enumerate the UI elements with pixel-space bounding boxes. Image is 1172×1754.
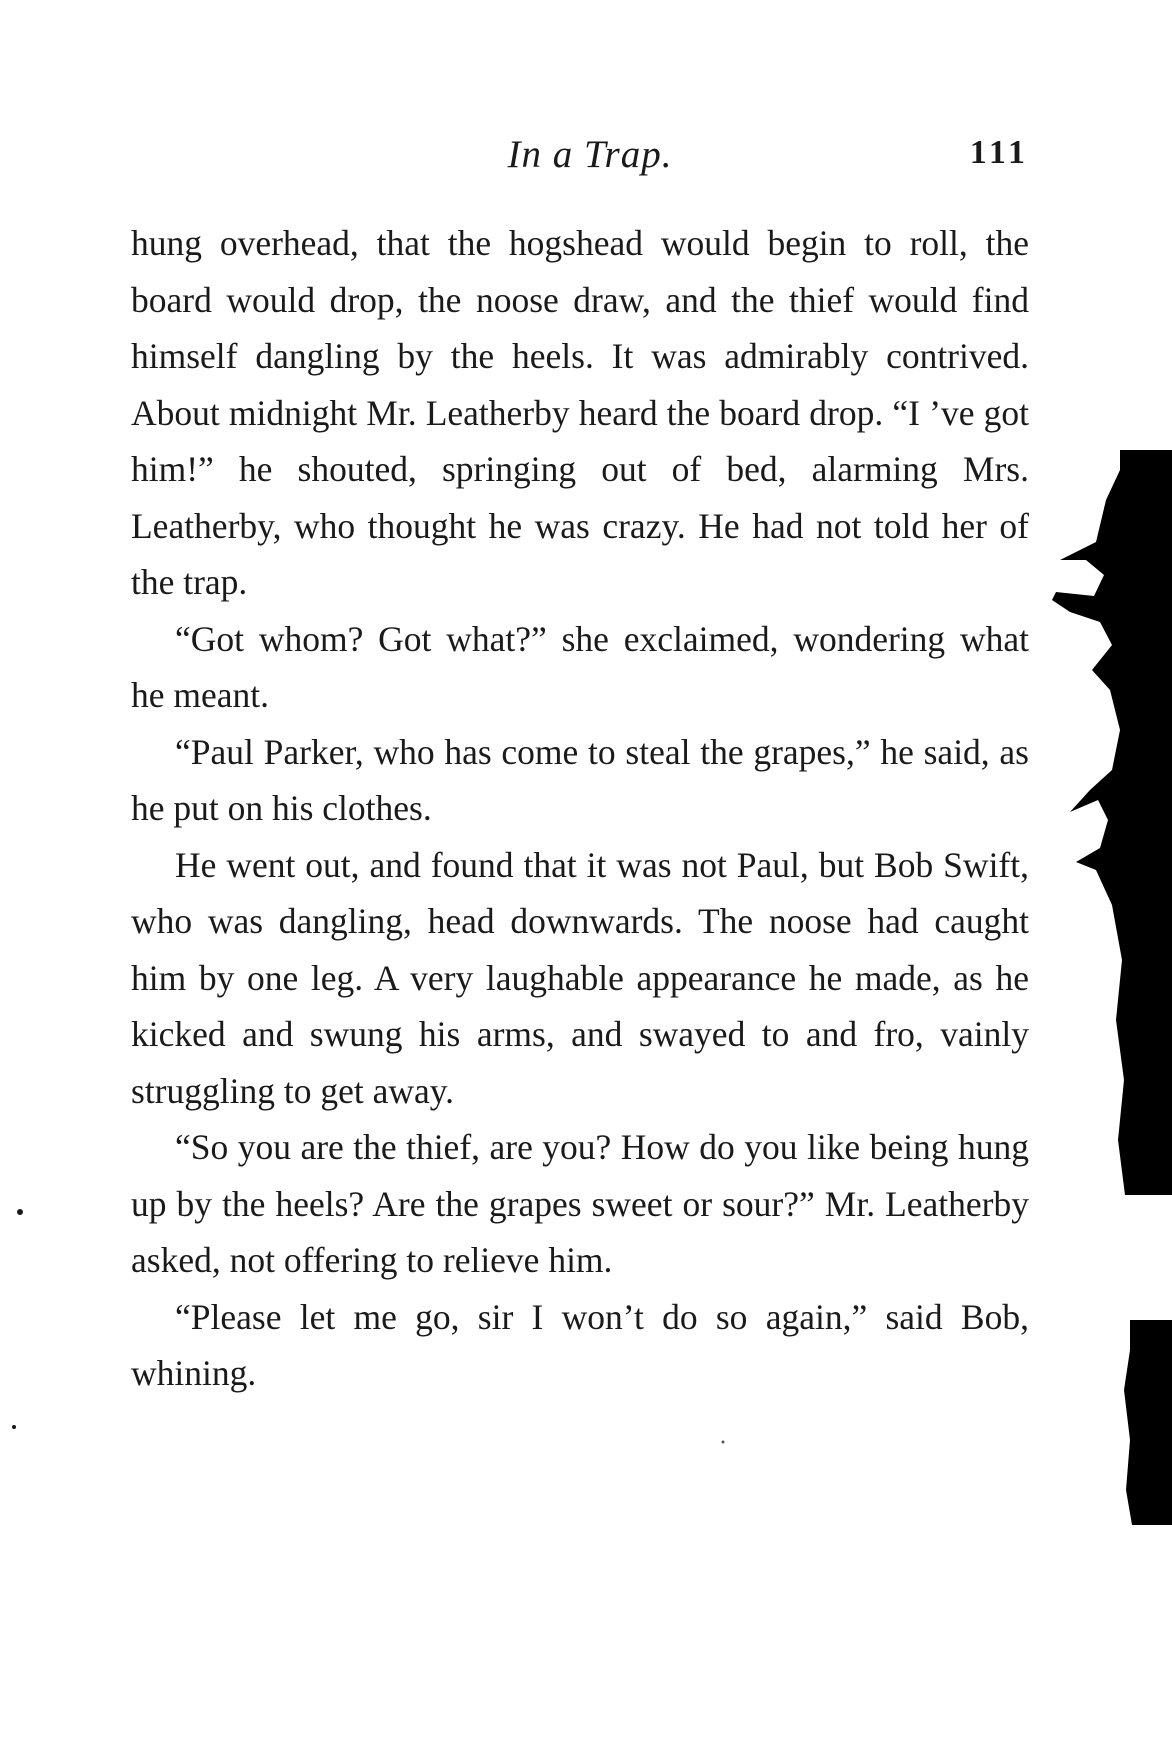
- running-title: In a Trap.: [507, 133, 673, 176]
- speck-mark: [17, 1209, 23, 1215]
- paragraph: hung overhead, that the hogshead would begin to roll, the board would drop, the noose draw, and the thief would find himself dangling by the heels. It was admirably contrived. About midnight Mr. Leatherby heard the board drop. “I ’ve got him!” he shouted, springing out of bed, alarming Mrs. Leatherby, who thought he was crazy. He had not told her of the trap.: [131, 223, 1029, 602]
- paragraph: He went out, and found that it was not Paul, but Bob Swift, who was dangling, head downwards. The noose had caught him by one leg. A very laughable appearance he made, as he kicked and swung his arms, and swayed to and fro, vainly struggling to get away.: [131, 844, 1029, 1111]
- speck-mark: [722, 1441, 725, 1444]
- paragraph: “Paul Parker, who has come to steal the grapes,” he said, as he put on his clothes.: [131, 731, 1029, 828]
- page-number: 111: [969, 134, 1029, 171]
- body-text: [131, 215, 1029, 1402]
- scan-shadow-lower: [1124, 1320, 1172, 1525]
- speck-mark: [12, 1425, 16, 1429]
- paragraph: “Please let me go, sir I won’t do so again,” said Bob, whining.: [131, 1296, 1029, 1393]
- paragraph: “So you are the thief, are you? How do you like being hung up by the heels? Are the grapes sweet or sour?” Mr. Leatherby asked, not offering to relieve him.: [131, 1127, 1029, 1280]
- running-head: [131, 132, 1029, 182]
- scan-shadow-upper: [1052, 450, 1172, 1195]
- paragraph: “Got whom? Got what?” she exclaimed, wondering what he meant.: [131, 618, 1029, 715]
